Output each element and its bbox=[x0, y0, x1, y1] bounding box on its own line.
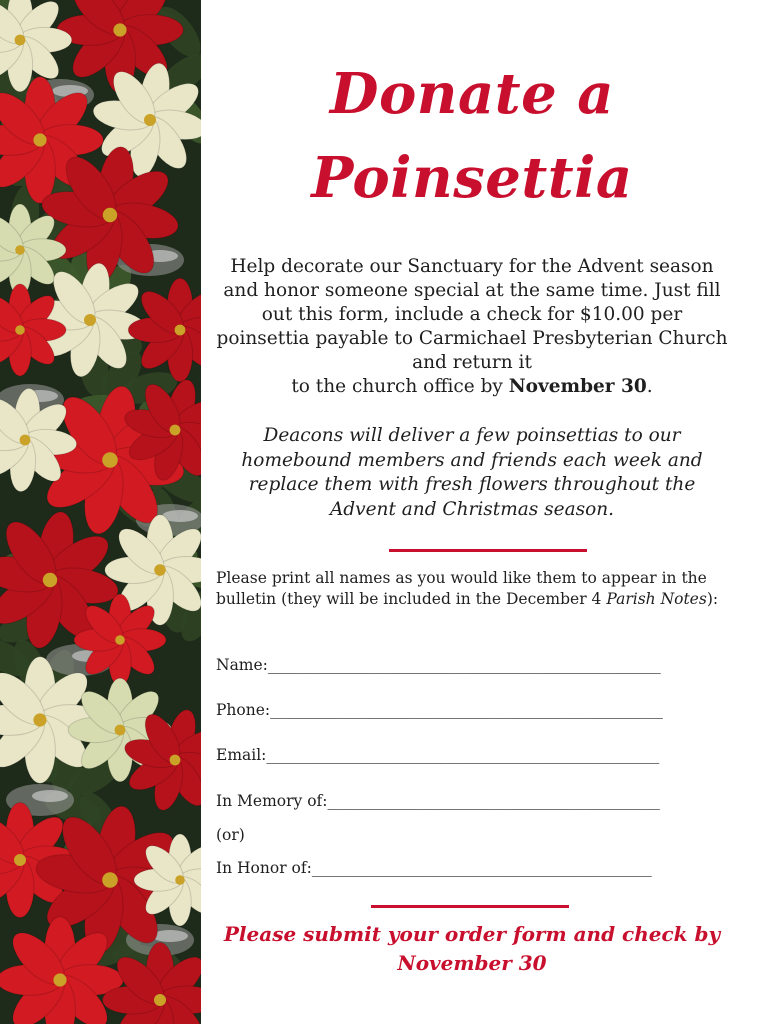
poinsettia-photo-icon bbox=[0, 0, 201, 1024]
title-line-1: Donate a bbox=[329, 61, 615, 127]
in-honor-label: In Honor of: bbox=[216, 859, 312, 877]
page-title bbox=[214, 52, 730, 220]
instructions-suffix: ): bbox=[706, 590, 719, 608]
poinsettia-photo bbox=[0, 0, 201, 1024]
in-memory-field[interactable] bbox=[216, 791, 726, 811]
deacons-note: Deacons will deliver a few poinsettias to our homebound members and friends each week and replace them with fresh flowers throughout the Advent and Christmas season. bbox=[241, 425, 703, 520]
instructions bbox=[216, 568, 728, 610]
name-label: Name: bbox=[216, 656, 268, 674]
submit-reminder-line-2: November 30 bbox=[397, 951, 547, 975]
or-label: (or) bbox=[216, 826, 245, 844]
flyer-content bbox=[214, 0, 730, 1024]
in-honor-field[interactable] bbox=[216, 858, 726, 878]
divider-top bbox=[389, 549, 587, 552]
submit-reminder-line-1: Please submit your order form and check by bbox=[223, 922, 721, 946]
name-line[interactable]: ____________________________________________________ bbox=[267, 656, 661, 674]
divider-bottom bbox=[371, 905, 569, 908]
intro-text: Help decorate our Sanctuary for the Advent season and honor someone special at the same time. Just fill out this form, include a check for $10.00 per poinsettia payable to Carmichael Presbyterian Church and return it bbox=[216, 256, 728, 373]
phone-label: Phone: bbox=[216, 701, 271, 719]
phone-line[interactable]: ____________________________________________________ bbox=[270, 701, 663, 719]
title-line-2: Poinsettia bbox=[311, 145, 633, 211]
submit-reminder bbox=[214, 920, 730, 978]
email-label: Email: bbox=[216, 746, 267, 764]
instructions-prefix: Please print all names as you would like them to appear in the bulletin (they will be included in the December 4 bbox=[216, 569, 707, 608]
deadline-date: November 30 bbox=[508, 376, 647, 397]
email-line[interactable]: ____________________________________________________ bbox=[266, 746, 659, 764]
name-field[interactable] bbox=[216, 655, 726, 675]
publication-name: Parish Notes bbox=[606, 590, 707, 608]
intro-paragraph bbox=[214, 255, 730, 399]
in-memory-line[interactable]: ____________________________________________ bbox=[327, 792, 660, 810]
intro-line-end-suffix: . bbox=[646, 376, 653, 397]
in-memory-label: In Memory of: bbox=[216, 792, 328, 810]
in-honor-line[interactable]: _____________________________________________ bbox=[311, 859, 652, 877]
email-field[interactable] bbox=[216, 745, 726, 765]
intro-line-end-prefix: to the church office by bbox=[291, 376, 509, 397]
phone-field[interactable] bbox=[216, 700, 726, 720]
